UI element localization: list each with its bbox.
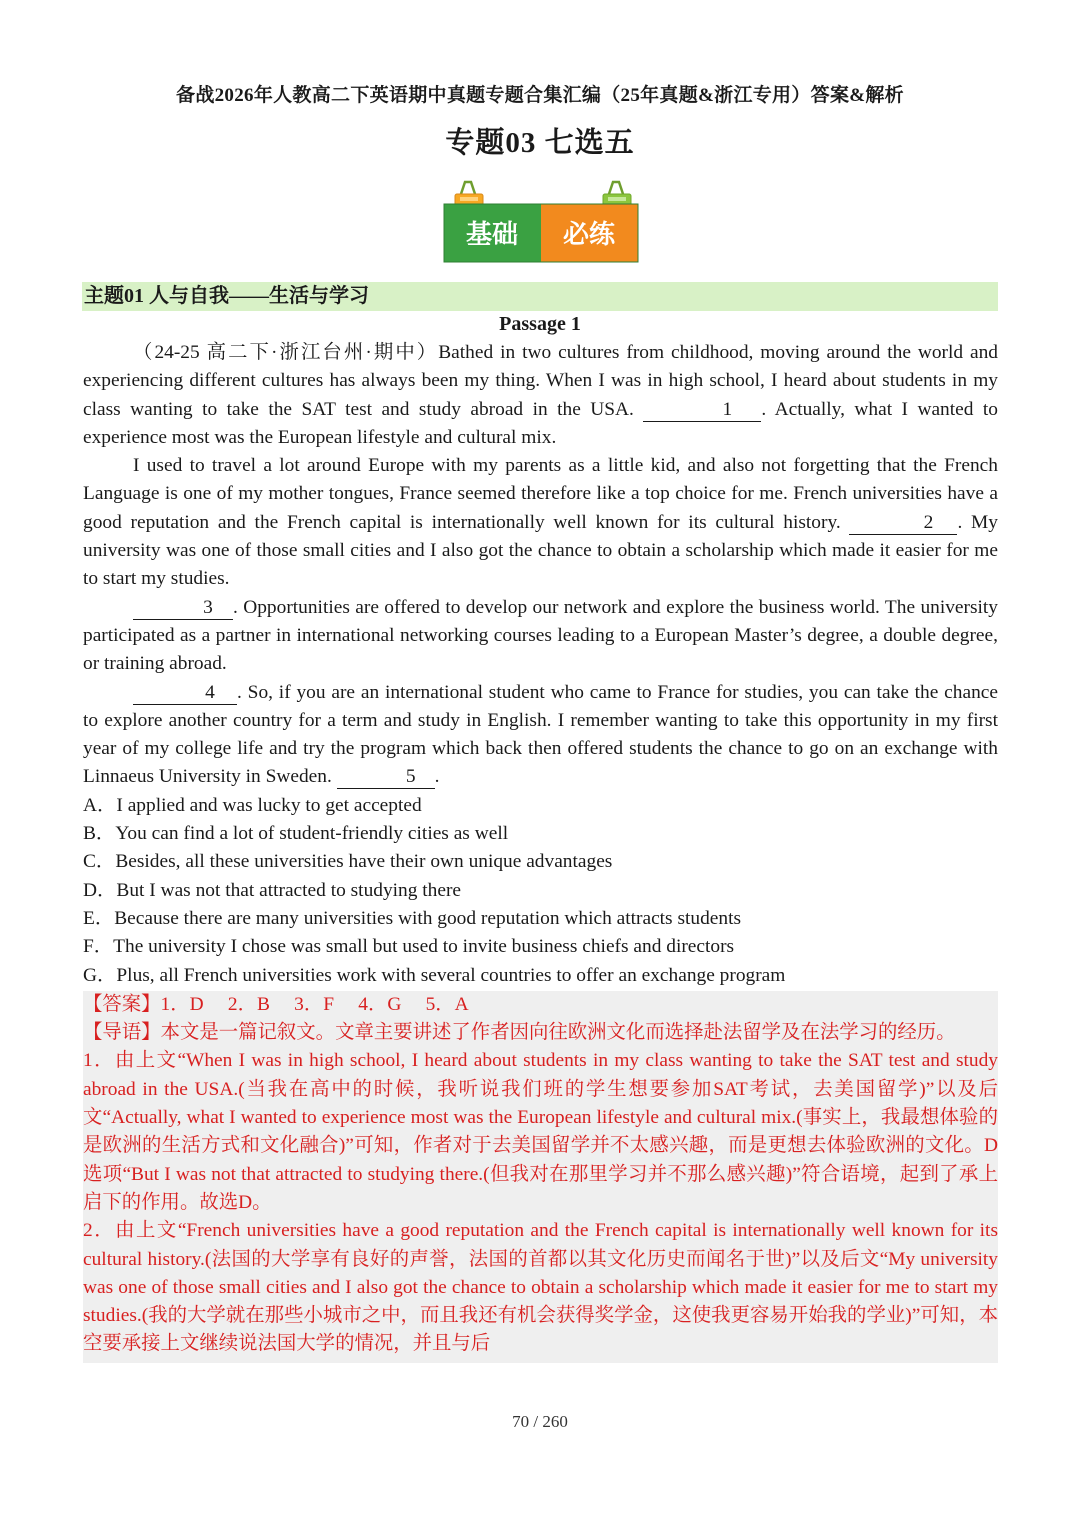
answer-explanation [83, 991, 998, 1363]
paragraph-2: I used to travel a lot around Europe with my parents as a little kid, and also not forgetting that the French Language is one of my mother tongues, France seemed therefore like a top choice for me. French universities have a good reputation and the French capital is internationally well known for its cultural history. 2 . My university was one of those small cities and I also got the chance to obtain a scholarship which made it easier for me to start my studies. [83, 455, 998, 590]
blank-1: 1 [643, 399, 761, 422]
blank-4: 4 [133, 682, 237, 705]
explanation-2: 2．由上文“French universities have a good reputation and the French capital is internationally well known for its cultural history.(法国的大学享有良好的声誉，法国的首都以其文化历史而闻名于世)”以及后文“My university was one of those small cities and I also got the chance to obtain a scholarship which made it easier for me to start my studies.(我的大学就在那些小城市之中，而且我还有机会获得奖学金，这使我更容易开始我的学业)”可知，本空要承接上文继续说法国大学的情况，并且与后 [83, 1220, 998, 1355]
paragraph-3: 3 . Opportunities are offered to develop our network and explore the business world. The university participated as a partner in international networking courses leading to a European Master’s degree, a double degree, or training abroad. [83, 596, 998, 675]
option-d: D．But I was not that attracted to studying there [83, 879, 462, 901]
practice-badge [443, 180, 639, 264]
option-a: A．I applied and was lucky to get accepted [83, 794, 422, 816]
blank-5: 5 [337, 766, 435, 789]
options-list [83, 792, 998, 990]
source-tag: （24-25 高二下·浙江台州·期中） [133, 342, 439, 363]
option-b: B．You can find a lot of student-friendly cities as well [83, 823, 509, 845]
guide-text: 【导语】本文是一篇记叙文。文章主要讲述了作者因向往欧洲文化而选择赴法留学及在法学习的经历。 [83, 1022, 956, 1044]
page-header: 备战2026年人教高二下英语期中真题专题合集汇编（25年真题&浙江专用）答案&解析 [176, 85, 904, 106]
badge-left-text: 基础 [465, 220, 519, 250]
page-title: 专题03 七选五 [445, 127, 635, 159]
passage-body [83, 339, 998, 1363]
option-g: G．Plus, all French universities work with several countries to offer an exchange program [83, 964, 786, 986]
answer-line: 【答案】1．D 2．B 3．F 4．G 5．A [83, 993, 469, 1015]
option-e: E．Because there are many universities with good reputation which attracts students [83, 907, 742, 929]
passage-title: Passage 1 [499, 313, 581, 335]
blank-3: 3 [133, 597, 233, 620]
badge-right-text: 必练 [562, 220, 616, 250]
paragraph-4: 4 . So, if you are an international student who came to France for studies, you can take the chance to explore another country for a term and study in English. I remember wanting to take this opportunity in my first year of my college life and try the program which back then offered students the chance to go on an exchange with Linnaeus University in Sweden. 5 . [83, 681, 998, 788]
option-c: C．Besides, all these universities have their own unique advantages [83, 851, 613, 873]
option-f: F．The university I chose was small but used to invite business chiefs and directors [83, 936, 735, 958]
blank-2: 2 [849, 512, 957, 535]
paragraph-1: （24-25 高二下·浙江台州·期中）Bathed in two cultures from childhood, moving around the world and experiencing different cultures has always been my thing. When I was in high school, I heard about students in my class wanting to take the SAT test and study abroad in the USA. 1 . Actually, what I wanted to experience most was the European lifestyle and cultural mix. [83, 342, 998, 448]
page-number: 70 / 260 [512, 1412, 568, 1431]
topic-heading: 主题01 人与自我——生活与学习 [82, 282, 998, 311]
explanation-1: 1．由上文“When I was in high school, I heard about students in my class wanting to take the SAT test and study abroad in the USA.(当我在高中的时候，我听说我们班的学生想要参加SAT考试，去美国留学)”以及后文“Actually, what I wanted to experience most was the European lifestyle and cultural mix.(事实上，我最想体验的是欧洲的生活方式和文化融合)”可知，作者对于去美国留学并不太感兴趣，而是更想去体验欧洲的文化。D选项“But I was not that attracted to studying there.(但我对在那里学习并不那么感兴趣)”符合语境，起到了承上启下的作用。故选D。 [83, 1050, 998, 1213]
